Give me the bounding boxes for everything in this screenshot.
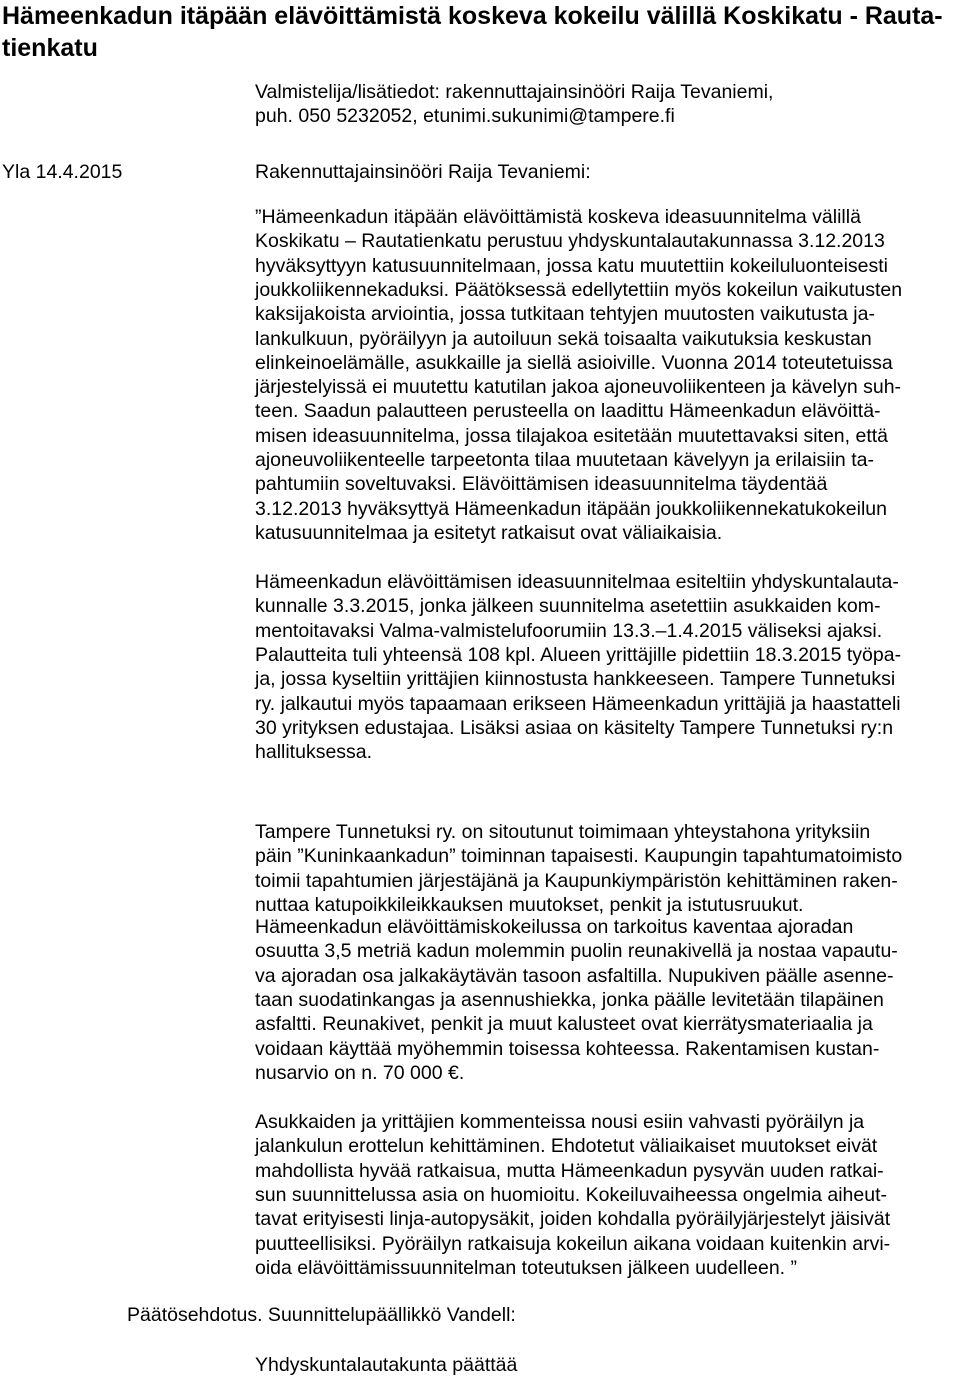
paragraph-line: elinkeinoelämälle, asukkaille ja siellä asioiville. Vuonna 2014 toteutetuissa <box>255 352 893 374</box>
paragraph-line: päin ”Kuninkaankadun” toiminnan tapaisesti. Kaupungin tapahtumatoimisto <box>255 845 903 867</box>
title-line: Hämeenkadun itäpään elävöittämistä koskeva kokeilu välillä Koskikatu - Rauta- <box>2 2 943 30</box>
meeting-date: Yla 14.4.2015 <box>2 161 123 183</box>
paragraph-line: teen. Saadun palautteen perusteella on laadittu Hämeenkadun elävöittä- <box>255 400 881 422</box>
paragraph-line: Koskikatu – Rautatienkatu perustuu yhdyskuntalautakunnassa 3.12.2013 <box>255 230 885 252</box>
paragraph-line: 3.12.2013 hyväksyttyä Hämeenkadun itäpään joukkoliikennekatukokeilun <box>255 498 887 520</box>
paragraph-line: ja, jossa kyseltiin yrittäjien kiinnostusta hankkeeseen. Tampere Tunnetuksi <box>255 668 896 690</box>
paragraph-line: sun suunnittelussa asia on huomioitu. Kokeiluvaiheessa ongelmia aiheut- <box>255 1184 887 1206</box>
paragraph-line: ry. jalkautui myös tapaamaan erikseen Hämeenkadun yrittäjiä ja haastatteli <box>255 693 901 715</box>
paragraph-line: ajoneuvoliikenteelle tarpeetonta tilaa muutetaan kävelyyn ja erilaisiin ta- <box>255 449 874 471</box>
paragraph-line: järjestelyissä ei muutettu katutilan jakoa ajoneuvoliikenteen ja kävelyn suh- <box>255 376 902 398</box>
paragraph-line: jalankulun erottelun kehittäminen. Ehdotetut väliaikaiset muutokset eivät <box>255 1135 878 1157</box>
paragraph-line: Asukkaiden ja yrittäjien kommenteissa nousi esiin vahvasti pyöräilyn ja <box>255 1111 865 1133</box>
paragraph-line: 30 yrityksen edustajaa. Lisäksi asiaa on käsitelty Tampere Tunnetuksi ry:n <box>255 717 894 739</box>
paragraph-line: ”Hämeenkadun itäpään elävöittämistä koskeva ideasuunnitelma välillä <box>255 206 861 228</box>
paragraph-line: nusarvio on n. 70 000 €. <box>255 1062 465 1084</box>
paragraph-line: katusuunnitelmaa ja esitetyt ratkaisut ovat väliaikaisia. <box>255 522 723 544</box>
decision-proposal-heading: Päätösehdotus. Suunnittelupäällikkö Vandell: <box>127 1304 516 1326</box>
paragraph-line: taan suodatinkangas ja asennushiekka, jonka päälle levitetään tilapäinen <box>255 989 884 1011</box>
paragraph-line: voidaan käyttää myöhemmin toisessa kohteessa. Rakentamisen kustan- <box>255 1038 880 1060</box>
preparer-line: Valmistelija/lisätiedot: rakennuttajainsinööri Raija Tevaniemi, <box>255 81 774 103</box>
paragraph-line: nuttaa katupoikkileikkauksen muutokset, penkit ja istutusruukut. <box>255 894 804 916</box>
paragraph-line: tavat erityisesti linja-autopysäkit, joiden kohdalla pyöräilyjärjestelyt jäisivät <box>255 1208 891 1230</box>
paragraph-line: mahdollista hyvää ratkaisua, mutta Hämeenkadun pysyvän uuden ratkai- <box>255 1160 884 1182</box>
paragraph-line: Hämeenkadun elävöittämisen ideasuunnitelmaa esiteltiin yhdyskuntalauta- <box>255 571 899 593</box>
paragraph-line: mentoitavaksi Valma-valmistelufoorumiin 13.3.–1.4.2015 väliseksi ajaksi. <box>255 620 883 642</box>
title-line: tienkatu <box>2 34 98 62</box>
paragraph-line: Tampere Tunnetuksi ry. on sitoutunut toimimaan yhteystahona yrityksiin <box>255 821 871 843</box>
paragraph-line: hallituksessa. <box>255 741 373 763</box>
paragraph-line: oida elävöittämissuunnitelman toteutuksen jälkeen uudelleen. ” <box>255 1257 798 1279</box>
paragraph-line: hyväksyttyyn katusuunnitelmaan, jossa katu muutettiin kokeiluluonteisesti <box>255 255 888 277</box>
paragraph-line: Palautteita tuli yhteensä 108 kpl. Alueen yrittäjille pidettiin 18.3.2015 työpa- <box>255 644 902 666</box>
paragraph-line: puutteellisiksi. Pyöräilyn ratkaisuja kokeilun aikana voidaan kuitenkin arvi- <box>255 1233 891 1255</box>
paragraph-line: misen ideasuunnitelma, jossa tilajakoa esitetään muutettavaksi siten, että <box>255 425 889 447</box>
paragraph-line: osuutta 3,5 metriä kadun molemmin puolin reunakivellä ja nostaa vapautu- <box>255 940 898 962</box>
paragraph-line: toimii tapahtumien järjestäjänä ja Kaupunkiympäristön kehittäminen raken- <box>255 870 898 892</box>
paragraph-line: joukkoliikennekaduksi. Päätöksessä edellytettiin myös kokeilun vaikutusten <box>255 279 903 301</box>
paragraph-line: va ajoradan osa jalkakäytävän tasoon asfaltilla. Nupukiven päälle asenne- <box>255 965 894 987</box>
paragraph-line: lankulkuun, pyöräilyyn ja autoiluun sekä toisaalta vaikutuksia keskustan <box>255 328 872 350</box>
paragraph-line: pahtumiin soveltuvaksi. Elävöittämisen ideasuunnitelma täydentää <box>255 473 828 495</box>
paragraph-line: Hämeenkadun elävöittämiskokeilussa on tarkoitus kaventaa ajoradan <box>255 916 854 938</box>
speaker-heading: Rakennuttajainsinööri Raija Tevaniemi: <box>255 161 591 183</box>
document-title <box>2 0 952 64</box>
preparer-line: puh. 050 5232052, etunimi.sukunimi@tampere.fi <box>255 105 675 127</box>
paragraph-line: kaksijakoista arviointia, jossa tutkitaan tehtyjen muutosten vaikutusta ja- <box>255 303 875 325</box>
paragraph-line: kunnalle 3.3.2015, jonka jälkeen suunnitelma asetettiin asukkaiden kom- <box>255 595 881 617</box>
decision-text: Yhdyskuntalautakunta päättää <box>255 1354 518 1376</box>
paragraph-line: asfaltti. Reunakivet, penkit ja muut kalusteet ovat kierrätysmateriaalia ja <box>255 1013 873 1035</box>
